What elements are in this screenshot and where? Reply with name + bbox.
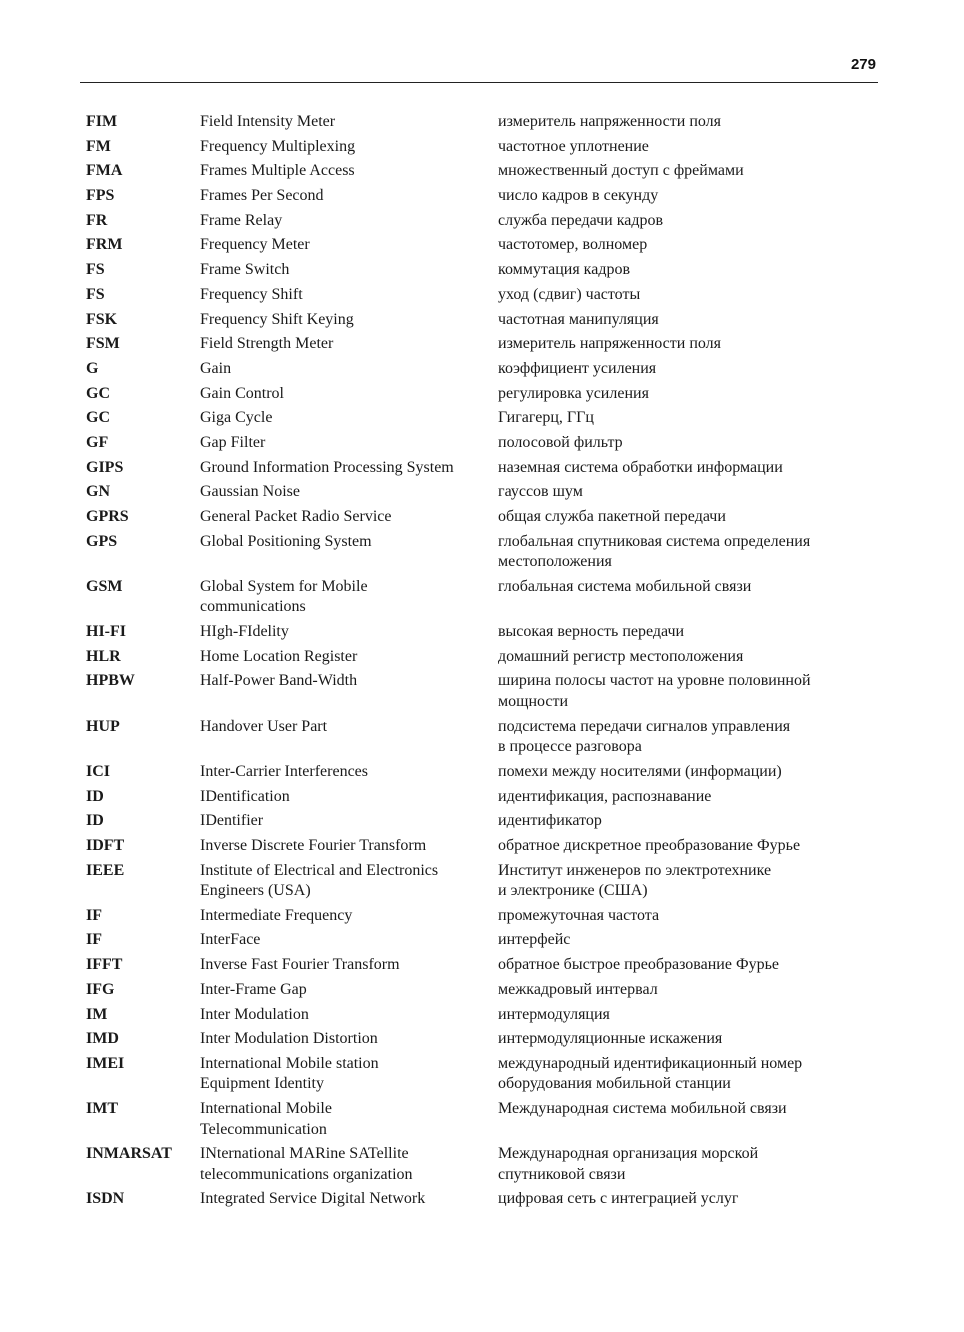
russian-translation-line: промежуточная частота (498, 906, 660, 924)
english-term (200, 532, 498, 553)
abbreviation: IF (86, 931, 102, 949)
english-term-line: Giga Cycle (200, 409, 273, 427)
english-term-line: Gap Filter (200, 433, 266, 451)
russian-translation (498, 334, 876, 355)
russian-translation (498, 717, 876, 758)
russian-translation (498, 1054, 876, 1095)
russian-translation (498, 235, 876, 256)
russian-translation-line: интермодуляция (498, 1005, 610, 1023)
abbreviation: ISDN (86, 1190, 125, 1208)
russian-translation-line: международный идентификационный номер (498, 1054, 803, 1072)
russian-translation (498, 1144, 876, 1185)
russian-translation-line: высокая верность передачи (498, 623, 685, 641)
russian-translation-line: Международная система мобильной связи (498, 1100, 787, 1118)
russian-translation (498, 906, 876, 927)
english-term (200, 161, 498, 182)
abbreviation: FSK (86, 310, 118, 328)
glossary-row (86, 622, 876, 643)
abbreviation: HI-FI (86, 623, 126, 641)
russian-translation-line: глобальная система мобильной связи (498, 577, 752, 595)
english-term-line: telecommunications organization (200, 1165, 413, 1183)
abbreviation: GPRS (86, 508, 129, 525)
english-term-line: Inter-Carrier Interferences (200, 762, 369, 780)
english-term (200, 622, 498, 643)
abbreviation: FM (86, 137, 111, 155)
abbreviation: ID (86, 812, 104, 830)
english-term-line: Institute of Electrical and Electronics (200, 861, 439, 879)
russian-translation (498, 1189, 876, 1210)
english-term (200, 717, 498, 738)
russian-translation (498, 433, 876, 454)
russian-translation (498, 260, 876, 281)
abbreviation: FIM (86, 113, 118, 130)
russian-translation-line: множественный доступ с фреймами (498, 162, 744, 180)
russian-translation-line: коэффициент усиления (498, 359, 657, 377)
russian-translation-line: обратное быстрое преобразование Фурье (498, 956, 779, 974)
english-term-line: Equipment Identity (200, 1075, 324, 1093)
english-term (200, 930, 498, 951)
english-term-line: Frequency Multiplexing (200, 137, 356, 155)
glossary-row (86, 433, 876, 454)
english-term-line: Handover User Part (200, 717, 328, 735)
glossary-row (86, 260, 876, 281)
english-term (200, 1029, 498, 1050)
english-term-line: International Mobile station (200, 1054, 379, 1072)
english-term (200, 787, 498, 808)
english-term-line: Inter Modulation Distortion (200, 1030, 378, 1048)
russian-translation-line: мощности (498, 692, 569, 710)
russian-translation-line: измеритель напряженности поля (498, 113, 722, 130)
abbreviation: FS (86, 261, 105, 279)
english-term-line: Half-Power Band-Width (200, 672, 358, 690)
glossary-row (86, 671, 876, 712)
russian-translation-line: домашний регистр местоположения (498, 647, 744, 665)
english-term-line: Telecommunication (200, 1120, 327, 1138)
glossary-row (86, 861, 876, 902)
glossary-row (86, 930, 876, 951)
english-term-line: Intermediate Frequency (200, 906, 353, 924)
russian-translation (498, 955, 876, 976)
abbreviation: IEEE (86, 861, 125, 879)
glossary-row (86, 285, 876, 306)
russian-translation (498, 112, 876, 133)
russian-translation-line: подсистема передачи сигналов управления (498, 717, 791, 735)
russian-translation (498, 1099, 876, 1120)
english-term (200, 671, 498, 692)
english-term (200, 647, 498, 668)
russian-translation-line: частотное уплотнение (498, 137, 649, 155)
russian-translation-line: помехи между носителями (информации) (498, 762, 782, 780)
english-term-line: Gaussian Noise (200, 483, 300, 501)
english-term (200, 458, 498, 479)
english-term (200, 211, 498, 232)
english-term-line: IDentification (200, 787, 290, 805)
russian-translation-line: общая служба пакетной передачи (498, 508, 726, 525)
english-term-line: Frequency Shift Keying (200, 310, 354, 328)
page-number: 279 (850, 56, 876, 73)
glossary-row (86, 1029, 876, 1050)
english-term (200, 235, 498, 256)
abbreviation: FRM (86, 236, 123, 254)
english-term-line: Inverse Discrete Fourier Transform (200, 836, 427, 854)
english-term (200, 384, 498, 405)
english-term (200, 980, 498, 1001)
english-term-line: Global System for Mobile (200, 577, 368, 595)
abbreviation: G (86, 359, 99, 377)
russian-translation (498, 507, 876, 528)
glossary-row (86, 811, 876, 832)
russian-translation-line: частотная манипуляция (498, 310, 659, 328)
glossary-row (86, 717, 876, 758)
english-term (200, 260, 498, 281)
abbreviation: IMEI (86, 1054, 125, 1072)
abbreviation: IMT (86, 1100, 118, 1118)
russian-translation-line: Институт инженеров по электротехнике (498, 861, 772, 879)
russian-translation-line: интерфейс (498, 931, 571, 949)
english-term (200, 906, 498, 927)
abbreviation: GC (86, 409, 110, 427)
english-term (200, 334, 498, 355)
russian-translation-line: обратное дискретное преобразование Фурье (498, 836, 801, 854)
abbreviation: FPS (86, 187, 115, 205)
russian-translation-line: служба передачи кадров (498, 211, 664, 229)
english-term (200, 1099, 498, 1140)
abbreviation: GC (86, 384, 110, 402)
english-term-line: HIgh-FIdelity (200, 623, 289, 641)
glossary-row (86, 408, 876, 429)
glossary-row (86, 235, 876, 256)
english-term (200, 482, 498, 503)
glossary-row (86, 458, 876, 479)
russian-translation-line: Гигагерц, ГГц (498, 409, 594, 427)
english-term-line: Home Location Register (200, 647, 358, 665)
glossary-row (86, 310, 876, 331)
glossary-row (86, 211, 876, 232)
abbreviation: IFFT (86, 956, 123, 974)
russian-translation-line: наземная система обработки информации (498, 458, 783, 476)
english-term-line: Field Intensity Meter (200, 113, 336, 130)
english-term-line: Engineers (USA) (200, 882, 311, 900)
english-term-line: Frequency Meter (200, 236, 310, 254)
abbreviation: GPS (86, 532, 118, 550)
english-term-line: Inter Modulation (200, 1005, 309, 1023)
abbreviation: ID (86, 787, 104, 805)
russian-translation (498, 384, 876, 405)
english-term-line: INternational MARine SATellite (200, 1145, 409, 1163)
english-term-line: Frame Switch (200, 261, 290, 279)
english-term-line: Gain Control (200, 384, 284, 402)
russian-translation-line: Международная организация морской (498, 1145, 759, 1163)
russian-translation-line: глобальная спутниковая система определения (498, 532, 811, 550)
english-term (200, 577, 498, 618)
glossary-row (86, 161, 876, 182)
english-term-line: Frame Relay (200, 211, 283, 229)
abbreviation: ICI (86, 762, 111, 780)
glossary-row (86, 1099, 876, 1140)
english-term (200, 433, 498, 454)
glossary-row (86, 334, 876, 355)
russian-translation (498, 671, 876, 712)
russian-translation (498, 408, 876, 429)
english-term (200, 955, 498, 976)
russian-translation (498, 532, 876, 573)
glossary-row (86, 359, 876, 380)
english-term (200, 1054, 498, 1095)
glossary-row (86, 507, 876, 528)
english-term (200, 112, 498, 133)
russian-translation (498, 359, 876, 380)
russian-translation-line: в процессе разговора (498, 738, 642, 756)
russian-translation (498, 1029, 876, 1050)
glossary-table (86, 112, 876, 1214)
russian-translation (498, 980, 876, 1001)
russian-translation (498, 930, 876, 951)
glossary-row (86, 1054, 876, 1095)
abbreviation: IFG (86, 980, 115, 998)
english-term-line: Global Positioning System (200, 532, 372, 550)
russian-translation-line: частотомер, волномер (498, 236, 648, 254)
english-term-line: IDentifier (200, 812, 264, 830)
english-term (200, 1189, 498, 1210)
glossary-row (86, 384, 876, 405)
russian-translation-line: спутниковой связи (498, 1165, 626, 1183)
english-term-line: Integrated Service Digital Network (200, 1190, 426, 1208)
glossary-row (86, 762, 876, 783)
english-term (200, 1005, 498, 1026)
english-term-line: Inverse Fast Fourier Transform (200, 956, 400, 974)
russian-translation (498, 482, 876, 503)
russian-translation (498, 1005, 876, 1026)
glossary-row (86, 955, 876, 976)
abbreviation: FSM (86, 335, 120, 353)
english-term-line: Gain (200, 359, 232, 377)
russian-translation-line: интермодуляционные искажения (498, 1030, 723, 1048)
glossary-row (86, 186, 876, 207)
russian-translation (498, 647, 876, 668)
russian-translation-line: межкадровый интервал (498, 980, 658, 998)
english-term-line: Frames Multiple Access (200, 162, 355, 180)
glossary-row (86, 137, 876, 158)
russian-translation (498, 458, 876, 479)
english-term (200, 1144, 498, 1185)
header-rule (80, 82, 878, 83)
russian-translation (498, 762, 876, 783)
russian-translation (498, 161, 876, 182)
russian-translation-line: полосовой фильтр (498, 433, 623, 451)
abbreviation: HLR (86, 647, 121, 665)
russian-translation (498, 186, 876, 207)
english-term (200, 762, 498, 783)
glossary-row (86, 577, 876, 618)
abbreviation: GF (86, 433, 109, 451)
glossary-row (86, 112, 876, 133)
russian-translation-line: коммутация кадров (498, 261, 631, 279)
russian-translation-line: идентификатор (498, 812, 602, 830)
english-term-line: Field Strength Meter (200, 335, 334, 353)
abbreviation: IDFT (86, 836, 125, 854)
glossary-row (86, 647, 876, 668)
russian-translation (498, 211, 876, 232)
abbreviation: FMA (86, 162, 123, 180)
russian-translation-line: оборудования мобильной станции (498, 1075, 731, 1093)
russian-translation-line: цифровая сеть с интеграцией услуг (498, 1190, 739, 1208)
glossary-row (86, 1005, 876, 1026)
glossary-row (86, 1189, 876, 1210)
english-term (200, 137, 498, 158)
english-term-line: Frames Per Second (200, 187, 324, 205)
abbreviation: IF (86, 906, 102, 924)
glossary-row (86, 1144, 876, 1185)
english-term (200, 408, 498, 429)
russian-translation (498, 811, 876, 832)
glossary-row (86, 787, 876, 808)
russian-translation-line: идентификация, распознавание (498, 787, 712, 805)
russian-translation-line: ширина полосы частот на уровне половинной (498, 672, 811, 690)
english-term-line: International Mobile (200, 1100, 332, 1118)
abbreviation: IMD (86, 1030, 119, 1048)
english-term (200, 359, 498, 380)
russian-translation-line: гауссов шум (498, 483, 583, 501)
russian-translation (498, 577, 876, 598)
english-term-line: Inter-Frame Gap (200, 980, 307, 998)
russian-translation-line: уход (сдвиг) частоты (498, 285, 641, 303)
russian-translation-line: число кадров в секунду (498, 187, 659, 205)
russian-translation (498, 861, 876, 902)
glossary-row (86, 532, 876, 573)
russian-translation-line: и электронике (США) (498, 882, 648, 900)
abbreviation: GSM (86, 577, 123, 595)
abbreviation: HPBW (86, 672, 135, 690)
english-term-line: Ground Information Processing System (200, 458, 454, 476)
english-term (200, 310, 498, 331)
abbreviation: FS (86, 285, 105, 303)
english-term (200, 811, 498, 832)
glossary-row (86, 980, 876, 1001)
russian-translation (498, 787, 876, 808)
english-term-line: Frequency Shift (200, 285, 303, 303)
russian-translation (498, 285, 876, 306)
russian-translation-line: местоположения (498, 553, 612, 571)
english-term-line: InterFace (200, 931, 261, 949)
russian-translation (498, 310, 876, 331)
abbreviation: GN (86, 483, 110, 501)
abbreviation: FR (86, 211, 108, 229)
russian-translation (498, 836, 876, 857)
russian-translation-line: регулировка усиления (498, 384, 649, 402)
glossary-row (86, 482, 876, 503)
english-term-line: communications (200, 598, 306, 616)
russian-translation (498, 137, 876, 158)
glossary-row (86, 906, 876, 927)
abbreviation: HUP (86, 717, 120, 735)
english-term (200, 285, 498, 306)
russian-translation (498, 622, 876, 643)
abbreviation: INMARSAT (86, 1145, 172, 1163)
abbreviation: IM (86, 1005, 108, 1023)
glossary-row (86, 836, 876, 857)
russian-translation-line: измеритель напряженности поля (498, 335, 722, 353)
english-term (200, 507, 498, 528)
english-term (200, 861, 498, 902)
english-term-line: General Packet Radio Service (200, 508, 392, 525)
abbreviation: GIPS (86, 458, 124, 476)
english-term (200, 186, 498, 207)
english-term (200, 836, 498, 857)
